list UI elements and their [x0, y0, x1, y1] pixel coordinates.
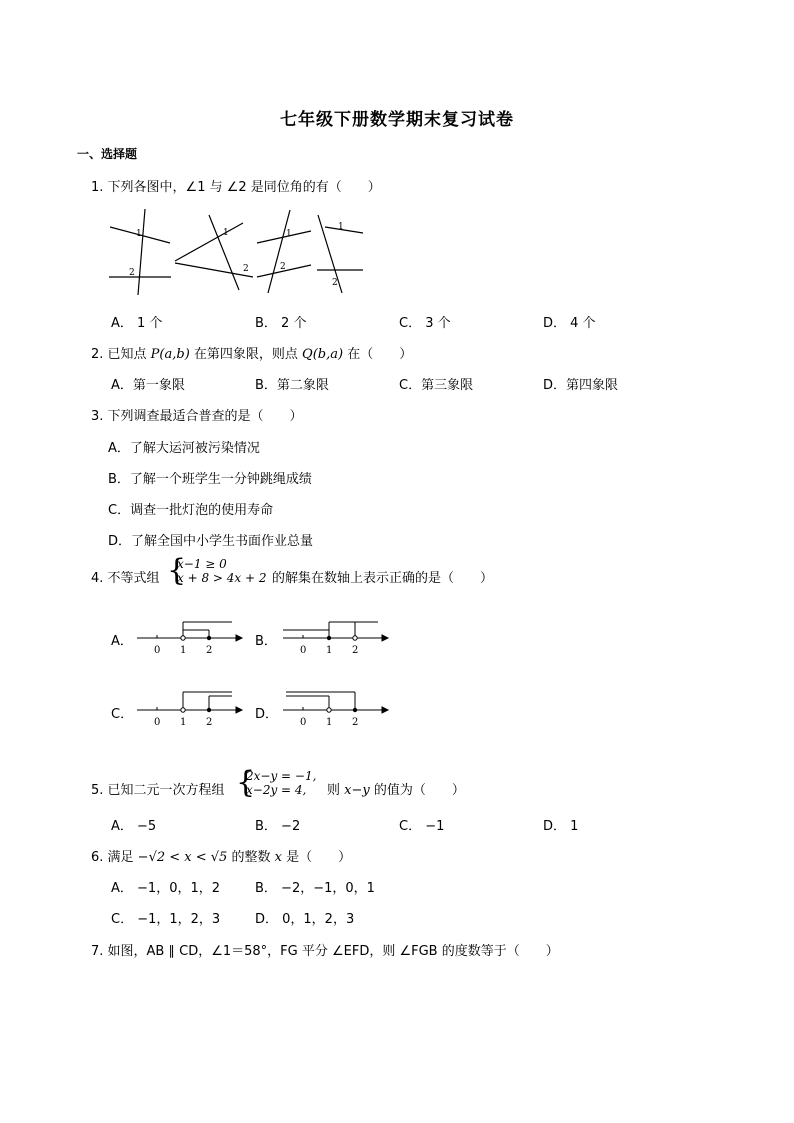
- tick-label-2: 2: [352, 645, 359, 656]
- q2-text: 在（ ）: [343, 347, 413, 362]
- q1-option-a[interactable]: A． 1 个: [111, 316, 163, 331]
- tick-label-1: 1: [180, 717, 187, 728]
- question-1: 1. 下列各图中，∠1 与 ∠2 是同位角的有（ ）: [91, 180, 381, 195]
- question-4-suffix: 的解集在数轴上表示正确的是（ ）: [272, 571, 494, 586]
- question-5-prefix: 5. 已知二元一次方程组: [91, 783, 225, 798]
- tick-label-2: 2: [206, 717, 213, 728]
- q1-option-c[interactable]: C． 3 个: [399, 316, 451, 331]
- equation-2: x−2y = 4,: [246, 783, 307, 797]
- q5-text: 的值为（ ）: [369, 783, 465, 798]
- q5-option-d[interactable]: D． 1: [543, 819, 579, 834]
- question-3: 3. 下列调查最适合普查的是（ ）: [91, 409, 303, 424]
- q3-option-b[interactable]: B．了解一个班学生一分钟跳绳成绩: [108, 472, 312, 487]
- q6-option-d[interactable]: D． 0，1，2，3: [255, 912, 355, 927]
- q5-option-c[interactable]: C． −1: [399, 819, 445, 834]
- equation-1: 2x−y = −1,: [246, 769, 317, 783]
- q3-option-a[interactable]: A．了解大运河被污染情况: [108, 441, 260, 456]
- q6-option-b[interactable]: B． −2，−1，0，1: [255, 881, 375, 896]
- system-brace: {: [167, 553, 187, 588]
- tick-label-0: 0: [300, 717, 307, 728]
- q5-option-a[interactable]: A． −5: [111, 819, 157, 834]
- number-line-a: [132, 618, 247, 658]
- q6-text: 6. 满足: [91, 850, 138, 865]
- q2-text: 2. 已知点: [91, 347, 151, 362]
- q2-text: 在第四象限，则点: [189, 347, 303, 362]
- q2-option-b[interactable]: B．第二象限: [255, 378, 329, 393]
- question-7: 7. 如图，AB ∥ CD，∠1＝58°，FG 平分 ∠EFD，则 ∠FGB 的度数等于（ ）: [91, 944, 559, 959]
- angle-2-label: 2: [243, 264, 249, 274]
- inequality-2: x + 8 > 4x + 2: [177, 571, 267, 585]
- page-title: 七年级下册数学期末复习试卷: [280, 110, 514, 130]
- angle-1-label: 1: [136, 229, 142, 239]
- q5-option-b[interactable]: B． −2: [255, 819, 301, 834]
- number-line-d: [278, 688, 393, 730]
- angle-1-label: 1: [286, 229, 292, 239]
- tick-label-2: 2: [352, 717, 359, 728]
- q2-option-c[interactable]: C．第三象限: [399, 378, 474, 393]
- point-q: Q(b,a): [302, 347, 344, 362]
- expression: x−y: [344, 783, 370, 798]
- q4-option-c[interactable]: C．: [111, 707, 134, 722]
- tick-label-0: 0: [300, 645, 307, 656]
- question-5-suffix: [327, 779, 465, 798]
- point-p: P(a,b): [150, 347, 190, 362]
- q5-text: 则: [327, 783, 345, 798]
- tick-label-1: 1: [326, 645, 333, 656]
- tick-label-2: 2: [206, 645, 213, 656]
- q4-option-b[interactable]: B．: [255, 634, 277, 649]
- variable: x: [274, 850, 282, 865]
- angle-2-label: 2: [332, 278, 338, 288]
- q6-text: 的整数: [227, 850, 275, 865]
- angle-1-label: 1: [338, 222, 344, 232]
- q4-option-d[interactable]: D．: [255, 707, 279, 722]
- question-6: [91, 846, 351, 865]
- q6-option-a[interactable]: A． −1，0，1，2: [111, 881, 221, 896]
- tick-label-1: 1: [180, 645, 187, 656]
- q1-figures: [105, 205, 370, 300]
- q4-option-a[interactable]: A．: [111, 634, 133, 649]
- angle-1-label: 1: [223, 228, 229, 238]
- q3-option-d[interactable]: D．了解全国中小学生书面作业总量: [108, 534, 314, 549]
- q6-option-c[interactable]: C． −1，1，2，3: [111, 912, 221, 927]
- q3-option-c[interactable]: C．调查一批灯泡的使用寿命: [108, 503, 274, 518]
- number-line-b: [278, 618, 393, 658]
- inequality: −√2 < x < √5: [137, 850, 228, 865]
- section-heading: 一、选择题: [77, 147, 138, 161]
- q6-text: 是（ ）: [281, 850, 352, 865]
- q1-option-b[interactable]: B． 2 个: [255, 316, 307, 331]
- tick-label-1: 1: [326, 717, 333, 728]
- question-4-prefix: 4. 不等式组: [91, 571, 160, 586]
- angle-2-label: 2: [129, 268, 135, 278]
- q1-option-d[interactable]: D． 4 个: [543, 316, 596, 331]
- number-line-c: [132, 688, 247, 730]
- question-2: [91, 343, 412, 362]
- tick-label-0: 0: [154, 645, 161, 656]
- system-brace: {: [236, 765, 256, 800]
- q2-option-a[interactable]: A．第一象限: [111, 378, 185, 393]
- q2-option-d[interactable]: D．第四象限: [543, 378, 619, 393]
- angle-2-label: 2: [280, 262, 286, 272]
- tick-label-0: 0: [154, 717, 161, 728]
- inequality-1: x−1 ≥ 0: [177, 557, 227, 571]
